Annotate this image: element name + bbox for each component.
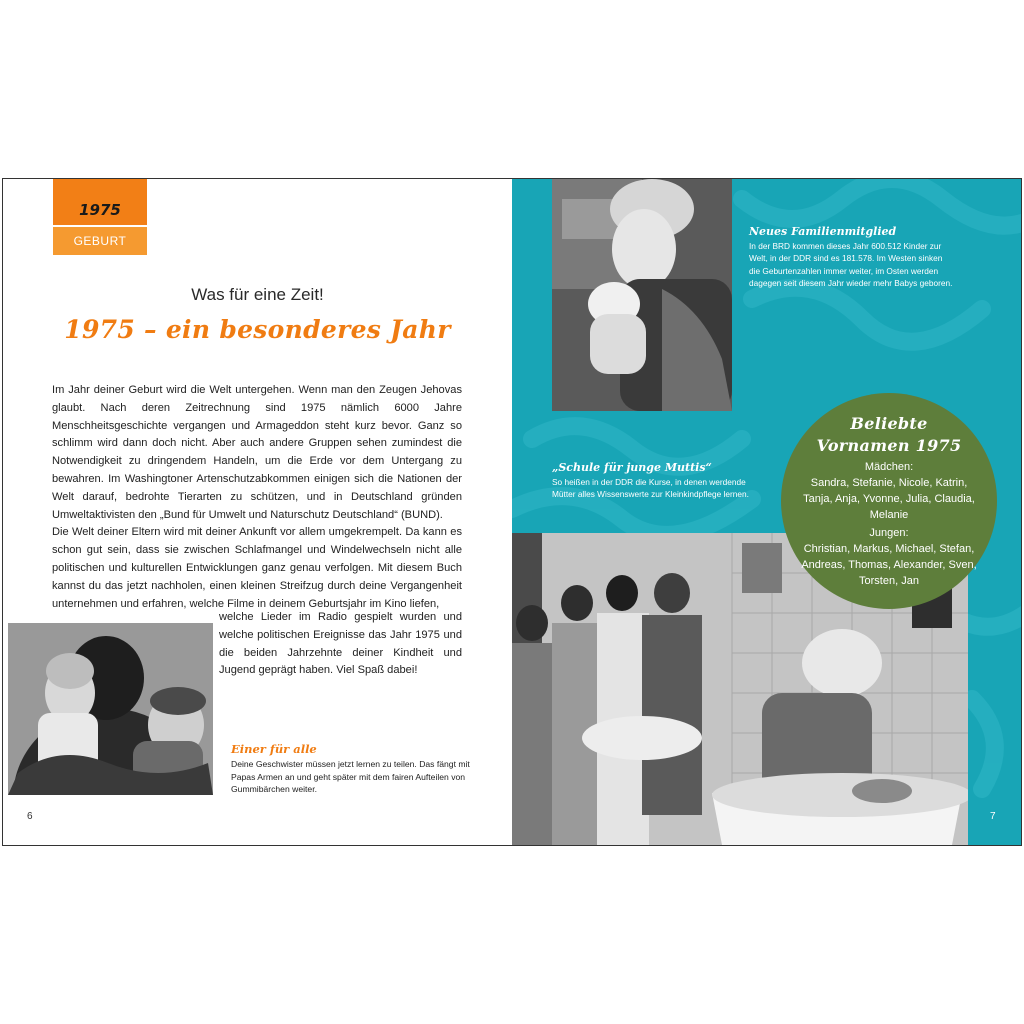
body-paragraph-2-cont: welche Lieder im Radio gespielt wurden und welche politischen Ereignisse das Jahr 1975 und die beiden Jahrzehnte deiner Kindheit und Jugend geprägt haben. Viel Spaß dabei! bbox=[219, 611, 462, 677]
caption-family-member bbox=[749, 225, 954, 290]
kicker: Was für eine Zeit! bbox=[191, 285, 324, 304]
boys-names: Christian, Markus, Michael, Stefan, Andreas, Thomas, Alexander, Sven, Torsten, Jan bbox=[801, 543, 977, 587]
caption-title: Einer für alle bbox=[231, 742, 317, 756]
caption-text: In der BRD kommen dieses Jahr 600.512 Kinder zur Welt, in der DDR sind es 181.578. Im Westen sinken die Geburtenzahlen immer weiter, im Osten werden dagegen seit diesem Jahr wieder mehr Babys geboren. bbox=[749, 241, 953, 289]
caption-mothers-school bbox=[552, 461, 762, 501]
caption-title: „Schule für junge Muttis“ bbox=[552, 461, 712, 474]
year-tab bbox=[53, 179, 147, 255]
book-spread bbox=[2, 178, 1022, 846]
caption-text: So heißen in der DDR die Kurse, in denen werdende Mütter alles Wissenswerte zur Kleinkindpflege lernen. bbox=[552, 477, 749, 500]
girls-names: Sandra, Stefanie, Nicole, Katrin, Tanja, Anja, Yvonne, Julia, Claudia, Melanie bbox=[803, 477, 975, 521]
photo-mother-baby bbox=[552, 179, 732, 411]
caption-siblings bbox=[231, 742, 471, 796]
girls-label: Mädchen: bbox=[864, 461, 914, 473]
caption-title: Neues Familienmitglied bbox=[749, 225, 897, 238]
popular-names-badge bbox=[781, 393, 997, 609]
caption-text: Deine Geschwister müssen jetzt lernen zu teilen. Das fängt mit Papas Armen an und geht später mit dem fairen Aufteilen von Gummibärchen weiter. bbox=[231, 759, 470, 795]
body-paragraph-2: Die Welt deiner Eltern wird mit deiner Ankunft vor allem umgekrempelt. Da kann es schon gut sein, dass sie zwischen Schlafmangel und Windelwechseln nicht alle politischen und kulturellen Entwicklungen ganz genau verfolgen. Mit diesem Buch kannst du das jetzt nachholen, einen kleinen Streifzug durch deine Vergangenheit unternehmen und erfahren, welche Filme in deinem Geburtsjahr im Kino liefen, bbox=[52, 526, 462, 610]
body-text-continued bbox=[219, 609, 462, 680]
body-paragraph-1: Im Jahr deiner Geburt wird die Welt untergehen. Wenn man den Zeugen Jehovas glaubt. Nach deren Zeitrechnung sind 1975 nämlich 6000 Jahre Menschheitsgeschichte vergangen und Armageddon steht kurz bevor. Ganz so schlimm wird dann doch nicht. Aber auch andere Gruppen sehen zumindest die Notwendigkeit zu dringendem Handeln, um die Erde vor dem Untergang zu bewahren. Im Washingtoner Artenschutzabkommen einigen sich die Nationen der Welt darauf, bedrohte Tierarten zu schützen, und in Deutschland gründen Umweltaktivisten den „Bund für Umwelt und Naturschutz Deutschland“ (BUND). bbox=[52, 384, 462, 521]
right-page bbox=[512, 179, 1021, 845]
year-number: 1975 bbox=[53, 179, 147, 225]
badge-title-line-2: Vornamen 1975 bbox=[816, 436, 962, 455]
left-page bbox=[3, 179, 512, 845]
body-text bbox=[52, 382, 462, 613]
year-label: GEBURT bbox=[53, 227, 147, 255]
badge-title-line-1: Beliebte bbox=[850, 414, 928, 433]
page-number-right: 7 bbox=[990, 811, 996, 822]
page-number-left: 6 bbox=[27, 811, 33, 822]
headline: 1975 – ein besonderes Jahr bbox=[64, 315, 451, 344]
photo-siblings bbox=[8, 623, 213, 795]
boys-label: Jungen: bbox=[869, 527, 909, 539]
